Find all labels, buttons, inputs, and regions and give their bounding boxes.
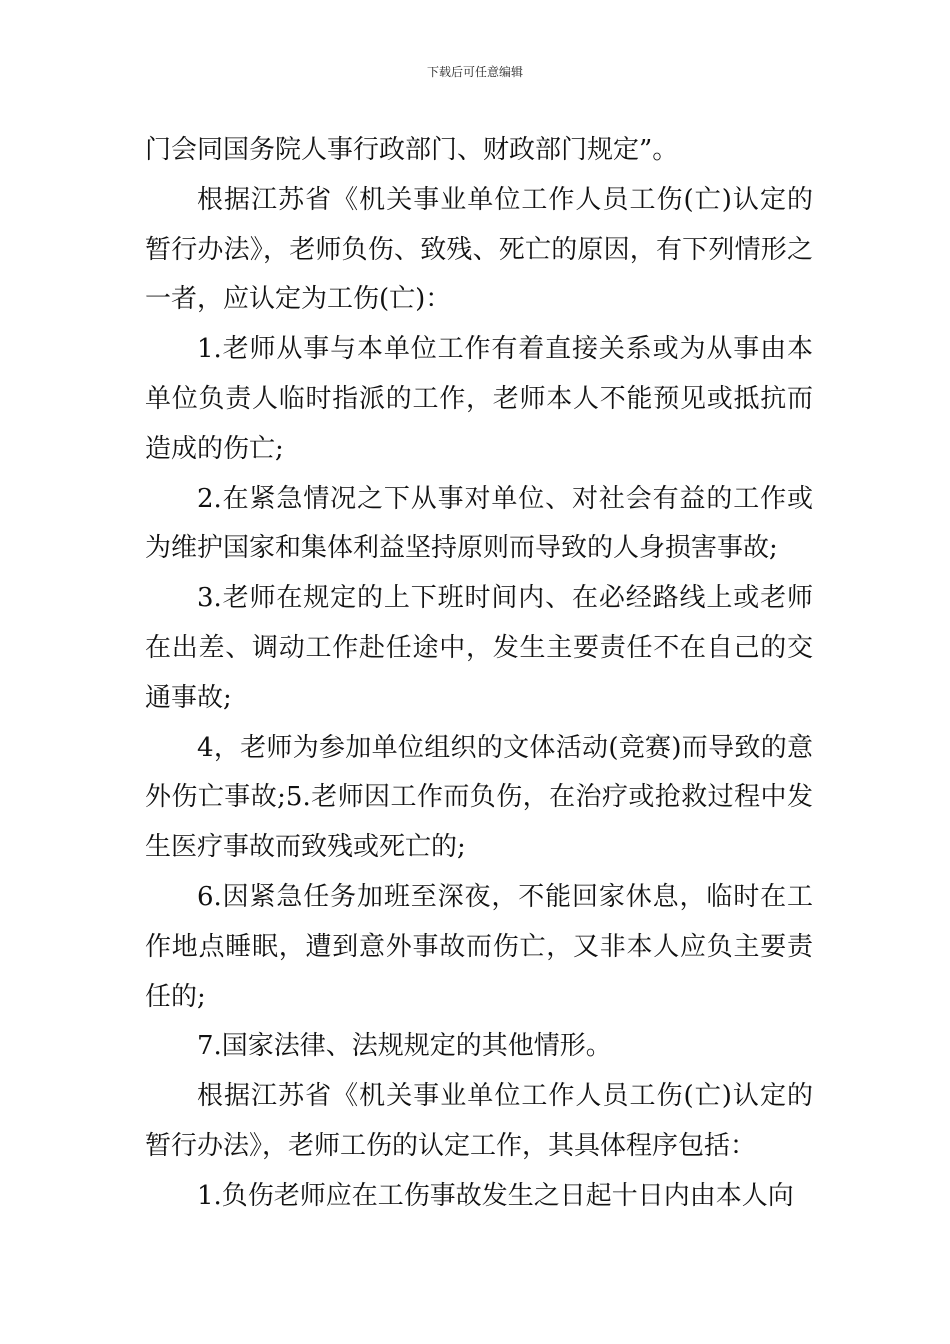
paragraph-procedure-intro: 根据江苏省《机关事业单位工作人员工伤(亡)认定的暂行办法》，老师工伤的认定工作，其具体程序包括： [145,1081,813,1161]
paragraph-procedure-step-1: 1.负伤老师应在工伤事故发生之日起十日内由本人向 [197,1180,794,1211]
paragraph-item-3: 3.老师在规定的上下班时间内、在必经路线上或老师在出差、调动工作赴任途中，发生主要责任不在自己的交通事故; [145,583,813,713]
paragraph-item-1: 1.老师从事与本单位工作有着直接关系或为从事由本单位负责人临时指派的工作，老师本人不能预见或抵抗而造成的伤亡; [145,334,813,464]
paragraph-continuation: 门会同国务院人事行政部门、财政部门规定”。 [145,135,679,165]
paragraph-item-7: 7.国家法律、法规规定的其他情形。 [197,1031,612,1062]
document-body [145,126,813,1222]
page-header-note: 下载后可任意编辑 [426,65,523,79]
paragraph-injury-criteria-intro: 根据江苏省《机关事业单位工作人员工伤(亡)认定的暂行办法》，老师负伤、致残、死亡的原因，有下列情形之一者，应认定为工伤(亡)： [145,184,813,315]
paragraph-item-6: 6.因紧急任务加班至深夜，不能回家休息，临时在工作地点睡眠，遭到意外事故而伤亡，又非本人应负主要责任的; [145,881,813,1012]
paragraph-item-2: 2.在紧急情况之下从事对单位、对社会有益的工作或为维护国家和集体利益坚持原则而导致的人身损害事故; [145,483,813,564]
paragraph-item-4-5: 4，老师为参加单位组织的文体活动(竞赛)而导致的意外伤亡事故;5.老师因工作而负伤，在治疗或抢救过程中发生医疗事故而致残或死亡的; [145,732,813,863]
